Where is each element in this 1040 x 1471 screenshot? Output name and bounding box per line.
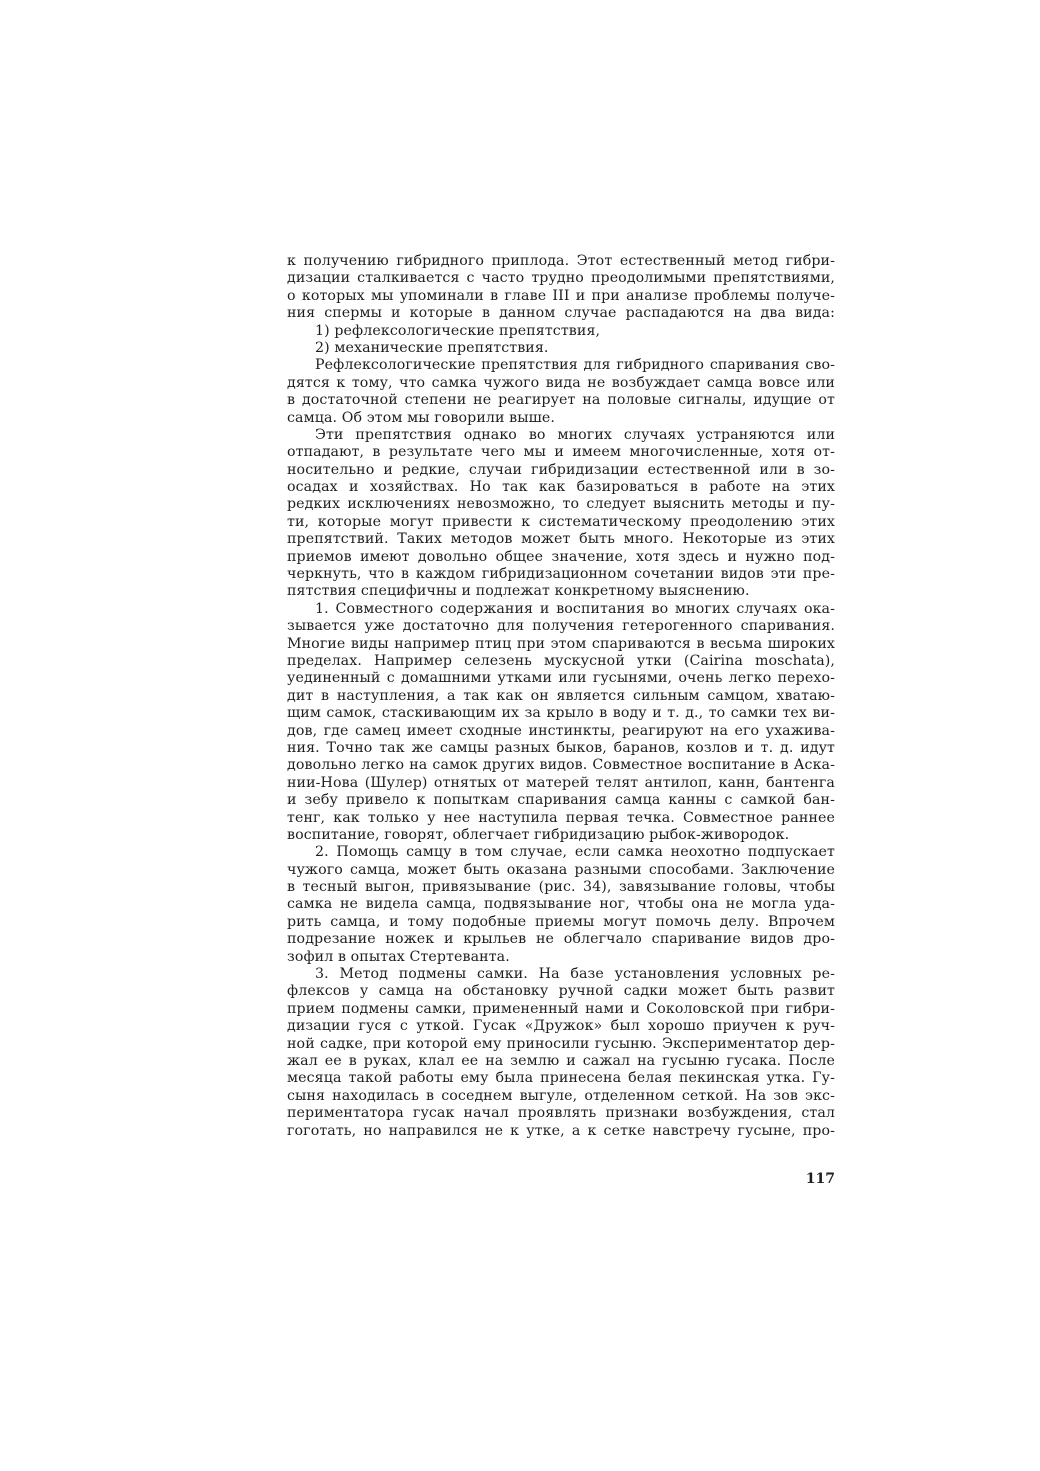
text-line-39: рить самца, и тому подобные приемы могут помочь делу. Впрочем [287,913,835,930]
text-line-24: пределах. Например селезень мускусной утки (Cairina moschata), [287,652,835,669]
text-line-48: месяца такой работы ему была принесена белая пекинская утка. Гу- [287,1070,835,1087]
text-line-40: подрезание ножек и крыльев не облегчало спаривание видов дро- [287,931,835,948]
text-line-16: ти, которые могут привести к систематическому преодолению этих [287,513,835,530]
text-line-2: дизации сталкивается с часто трудно преодолимыми препятствиями, [287,270,835,287]
paragraph-end: пятствия специфичны и подлежат конкретному выяснению. [287,583,750,600]
body-text [287,253,835,1140]
text-line-25: уединенный с домашними утками или гусынями, очень легко перехо- [287,670,835,687]
text-line-23: Многие виды например птиц при этом спариваются в весьма широких [287,635,835,652]
text-line-18: приемов имеют довольно общее значение, хотя здесь и нужно под- [287,548,835,565]
paragraph-start: 2. Помощь самцу в том случае, если самка неохотно подпускает [315,844,835,861]
text-line-8: дятся к тому, что самка чужого вида не возбуждает самца вовсе или [287,374,835,391]
list-item-2: 2) механические препятствия. [315,339,549,356]
text-line-19: черкнуть, что в каждом гибридизационном сочетании видов эти пре- [287,566,835,583]
text-line-22: зывается уже достаточно для получения гетерогенного спаривания. [287,618,835,635]
list-item-1: 1) рефлексологические препятствия, [315,322,601,339]
text-line-30: довольно легко на самок других видов. Совместное воспитание в Аска- [287,757,835,774]
text-line-26: дит в наступления, а так как он является сильным самцом, хватаю- [287,687,835,704]
paragraph-start: 1. Совместного содержания и воспитания во многих случаях ока- [315,600,835,617]
text-line-46: ной садке, при которой ему приносили гусыню. Экспериментатор дер- [287,1035,835,1052]
text-line-1: к получению гибридного приплода. Этот естественный метод гибри- [287,253,835,269]
text-line-29: ния. Точно так же самцы разных быков, баранов, козлов и т. д. идут [287,739,835,756]
text-line-13: носительно и редкие, случаи гибридизации естественной или в зо- [287,461,835,478]
text-line-32: и зебу привело к попыткам спаривания самца канны с самкой бан- [287,792,835,809]
text-line-47: жал ее в руках, клал ее на землю и сажал на гусыню гусака. После [287,1052,835,1069]
text-line-17: препятствий. Таких методов может быть много. Некоторые из этих [287,531,835,548]
text-line-14: осадах и хозяйствах. Но так как базироваться в работе на этих [287,479,835,496]
paragraph-start: 3. Метод подмены самки. На базе установления условных ре- [315,966,835,983]
text-line-38: самка не видела самца, подвязывание ног, чтобы она не могла уда- [287,896,835,913]
text-line-3: о которых мы упоминали в главе III и при анализе проблемы получе- [287,287,835,304]
paragraph-start: Эти препятствия однако во многих случаях устраняются или [315,426,835,443]
text-line-45: дизации гуся с уткой. Гусак «Дружок» был хорошо приучен к руч- [287,1018,835,1035]
paragraph-end: воспитание, говорят, облегчает гибридизацию рыбок-живородок. [287,826,790,843]
paragraph-end: самца. Об этом мы говорили выше. [287,409,556,426]
text-line-12: отпадают, в результате чего мы и имеем многочисленные, хотя от- [287,444,835,461]
text-line-49: сыня находилась в соседнем выгуле, отделенном сеткой. На зов экс- [287,1087,835,1104]
text-line-9: в достаточной степени не реагирует на половые сигналы, идущие от [287,392,835,409]
text-line-37: в тесный выгон, привязывание (рис. 34), завязывание головы, чтобы [287,879,835,896]
page-number: 117 [805,1171,835,1187]
text-line-36: чужого самца, может быть оказана разными способами. Заключение [287,861,835,878]
text-line-15: редких исключениях невозможно, то следует выяснить методы и пу- [287,496,835,513]
text-line-33: тенг, как только у нее наступила первая течка. Совместное раннее [287,809,835,826]
text-line-50: периментатора гусак начал проявлять признаки возбуждения, стал [287,1105,835,1122]
text-line-44: прием подмены самки, примененный нами и Соколовской при гибри- [287,1000,835,1017]
text-line-4: ния спермы и которые в данном случае распадаются на два вида: [287,305,835,322]
paragraph-end: зофил в опытах Стертеванта. [287,948,510,965]
text-line-43: флексов у самца на обстановку ручной садки может быть развит [287,983,835,1000]
text-line-51: гоготать, но направился не к утке, а к сетке навстречу гусыне, про- [287,1122,835,1139]
text-line-28: дов, где самец имеет сходные инстинкты, реагируют на его ухажива- [287,722,835,739]
text-line-31: нии-Нова (Шулер) отнятых от матерей телят антилоп, канн, бантенга [287,774,835,791]
paragraph-start: Рефлексологические препятствия для гибридного спаривания сво- [315,357,835,374]
text-line-27: щим самок, стаскивающим их за крыло в воду и т. д., то самки тех ви- [287,705,835,722]
